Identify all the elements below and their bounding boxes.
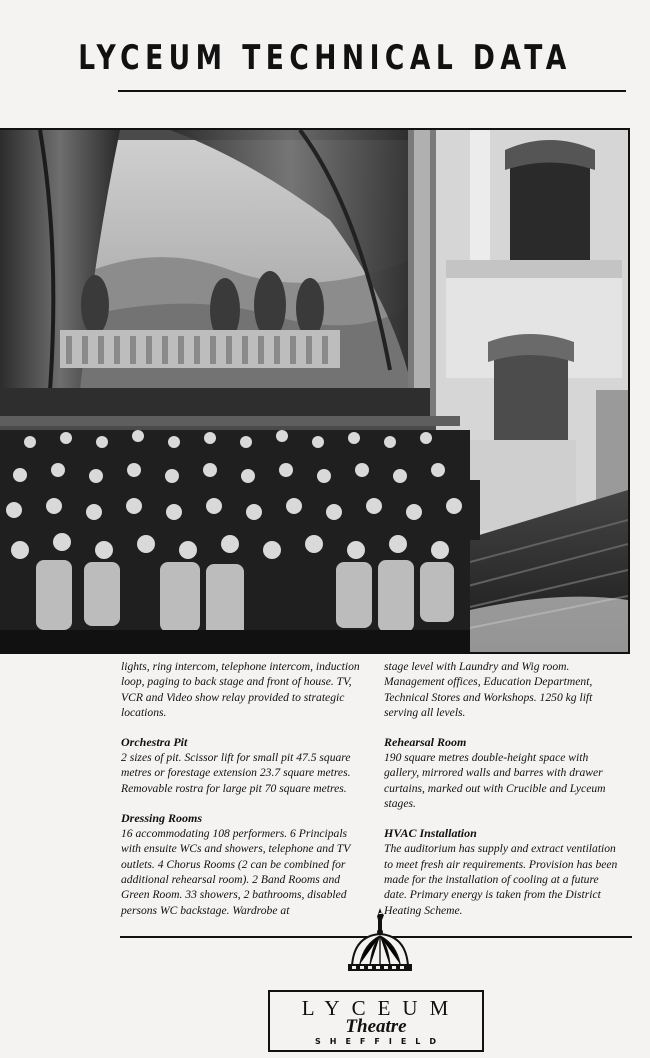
- logo-sheffield-text: SHEFFIELD: [314, 1037, 446, 1046]
- dressing-rooms-heading: Dressing Rooms: [121, 811, 203, 826]
- orchestra-pit-text: 2 sizes of pit. Scissor lift for small pit 47.5 square metres or forestage extension 23.7 square metres. Removable rostra for large pit 70 square metres.: [121, 751, 351, 795]
- hvac-text: The auditorium has supply and extract ventilation to meet fresh air requirements. Provision has been made for the installation of cooling at a future date. Primary energy is taken from the District Heating Scheme.: [384, 842, 618, 917]
- right-text-column: [384, 659, 624, 918]
- header-rule: [118, 90, 626, 92]
- dressing-rooms-text: 16 accommodating 108 performers. 6 Principals with ensuite WCs and showers, telephone and TV outlets. 4 Chorus Rooms (2 can be combined for additional rehearsal room). 2 Band Rooms and Green Room. 33 showers, 2 bathrooms, disabled persons WC backstage. Wardrobe at: [121, 827, 351, 917]
- orchestra-pit-heading: Orchestra Pit: [121, 735, 188, 750]
- rehearsal-room-text: 190 square metres double-height space with gallery, mirrored walls and barres with drawer curtains, marked out with Crucible and Lyceum stages.: [384, 751, 606, 811]
- logo-lyceum-text: LYCEUM: [301, 996, 461, 1020]
- rehearsal-room-heading: Rehearsal Room: [384, 735, 467, 750]
- lyceum-theatre-logo: [268, 990, 484, 1052]
- left-text-column: [121, 659, 361, 918]
- right-intro-text: stage level with Laundry and Wig room. Management offices, Education Department, Technical Stores and Workshops. 1250 kg lift serving all levels.: [384, 660, 593, 719]
- logo-theatre-text: Theatre: [345, 1016, 407, 1037]
- left-intro-text: lights, ring intercom, telephone intercom, induction loop, paging to back stage and front of house. TV, VCR and Video show relay provided to strategic locations.: [121, 660, 360, 719]
- auditorium-group-photo: [0, 128, 630, 654]
- page-title: LYCEUM TECHNICAL DATA: [78, 38, 572, 78]
- dome-logo-icon: [344, 906, 416, 978]
- hvac-heading: HVAC Installation: [384, 826, 477, 841]
